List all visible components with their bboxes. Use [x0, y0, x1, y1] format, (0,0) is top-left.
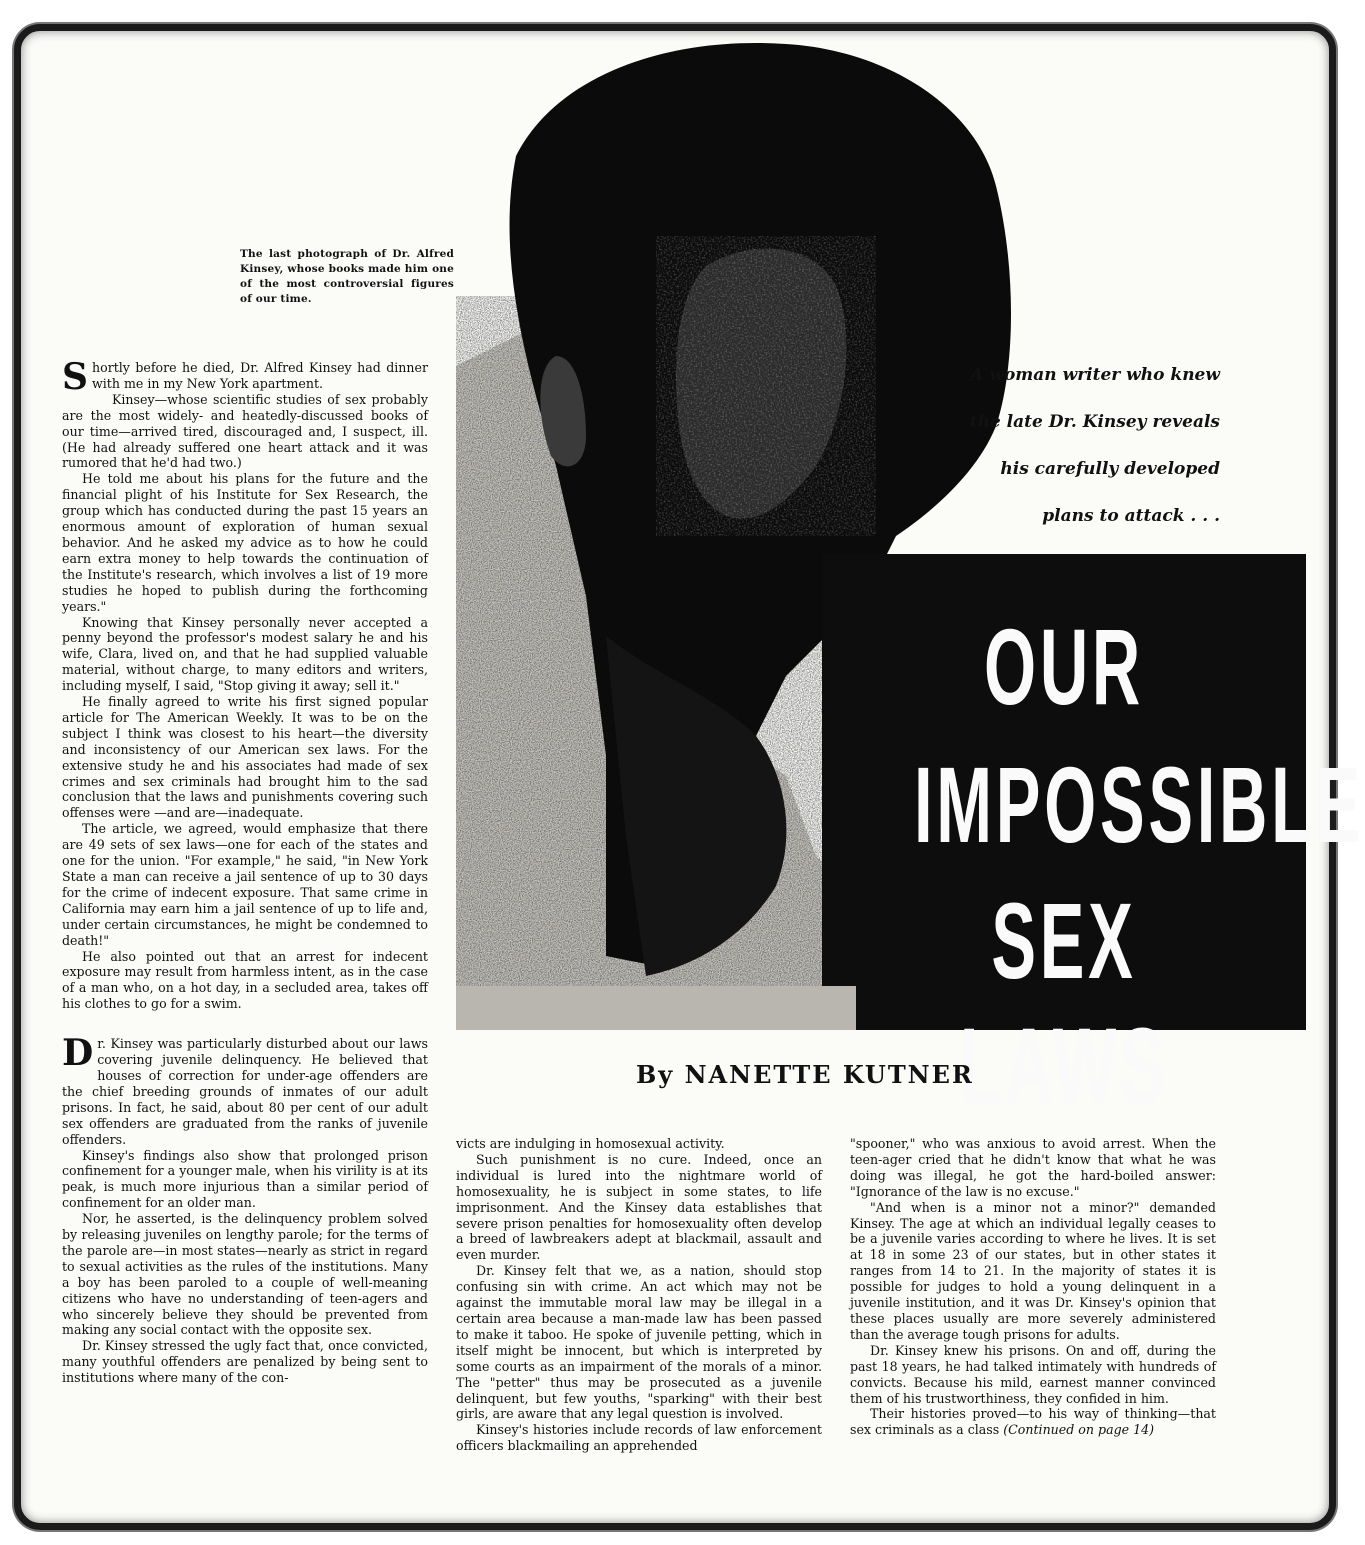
- article-paragraph: Kinsey's findings also show that prolonged prison confinement for a younger male, when his virility is at its peak, is much more injurious than a similar period of confinement for an older man.: [62, 1147, 428, 1211]
- article-paragraph: He also pointed out that an arrest for indecent exposure may result from harmless intent, as in the case of a man who, on a hot day, in a secluded area, takes off his clothes to go for a swim.: [62, 948, 428, 1012]
- deck-line: A woman writer who knew: [970, 365, 1220, 385]
- drop-cap: D: [62, 1032, 94, 1075]
- article-paragraph: "And when is a minor not a minor?" demanded Kinsey. The age at which an individual legally ceases to be a juvenile varies according to where he lives. It is set at 18 in some 23 of our states, but in other states it ranges from 14 to 21. In the majority of states it is possible for judges to hold a young delinquent in a juvenile institution, and it was Dr. Kinsey's opinion that these places usually are more severely administered than the average tough prisons for adults.: [850, 1199, 1216, 1342]
- headline-line-1: OUR: [984, 606, 1144, 727]
- deck-line: plans to attack . . .: [1042, 506, 1220, 526]
- article-paragraph: Kinsey's histories include records of law enforcement officers blackmailing an apprehended: [456, 1422, 822, 1454]
- article-column-2: [456, 1136, 822, 1454]
- article-paragraph: Their histories proved—to his way of thinking—that sex criminals as a class (Continued on page 14): [850, 1406, 1216, 1438]
- article-column-1: [62, 356, 428, 1386]
- photo-caption: The last photograph of Dr. Alfred Kinsey, whose books made him one of the most controversial figures of our time.: [240, 248, 454, 305]
- drop-cap: S: [62, 356, 88, 398]
- deck-line: the late Dr. Kinsey reveals: [969, 412, 1220, 432]
- article-column-3: [850, 1136, 1216, 1438]
- article-paragraph: Kinsey—whose scientific studies of sex probably are the most widely- and heatedly-discussed books of our time—arrived tired, discouraged and, I suspect, ill. (He had already suffered one heart attack and it was rumored that he'd had two.): [62, 391, 428, 471]
- continued-note: (Continued on page 14): [1003, 1422, 1155, 1438]
- article-paragraph: Nor, he asserted, is the delinquency problem solved by releasing juveniles on lengthy parole; for the terms of the parole are—in most states—nearly as strict in regard to sexual activities as the rules of the institutions. Many a boy has been paroled to a couple of well-meaning citizens who have no understanding of teen-agers and who sincerely believe they should be prevented from making any social contact with the opposite sex.: [62, 1211, 428, 1338]
- article-paragraph: Dr. Kinsey knew his prisons. On and off, during the past 18 years, he had talked intimately with hundreds of convicts. Because his mild, earnest manner convinced them of his trustworthiness, they confided in him.: [850, 1342, 1216, 1406]
- article-paragraph: Dr. Kinsey was particularly disturbed about our laws covering juvenile delinquency. He believed that houses of correction for under-age offenders are the chief breeding grounds of inmates of our adult prisons. In fact, he said, about 80 per cent of our adult sex offenders are graduated from the ranks of juvenile offenders.: [62, 1032, 428, 1147]
- headline-line-2: IMPOSSIBLE: [913, 744, 1365, 865]
- article-paragraph: Dr. Kinsey stressed the ugly fact that, once convicted, many youthful offenders are penalized by being sent to institutions where many of the con-: [62, 1338, 428, 1386]
- article-paragraph: The article, we agreed, would emphasize that there are 49 sets of sex laws—one for each of the states and one for the union. "For example," he said, "in New York State a man can receive a jail sentence of up to 30 days for the crime of indecent exposure. That same crime in California may earn him a jail sentence of up to life and, under certain circumstances, he might be condemned to death!": [62, 821, 428, 948]
- headline: [822, 560, 1365, 1126]
- headline-line-3: SEX LAWS: [959, 880, 1169, 1126]
- article-paragraph: Such punishment is no cure. Indeed, once an individual is lured into the nightmare world of homosexuality, he is subject in some states, to life imprisonment. And the Kinsey data establishes that severe prison penalties for homosexuality often develop a breed of lawbreakers adept at blackmail, assault and even murder.: [456, 1151, 822, 1263]
- article-paragraph: Shortly before he died, Dr. Alfred Kinsey had dinner with me in my New York apartment.: [62, 356, 428, 398]
- article-paragraph: He finally agreed to write his first signed popular article for The American Weekly. It was to be on the subject I think was closest to his heart—the diversity and inconsistency of our American sex laws. For the extensive study he and his associates had made of sex crimes and sex criminals had brought him to the sad conclusion that the laws and punishments covering such offenses were —and are—inadequate.: [62, 694, 428, 821]
- byline: By NANETTE KUTNER: [636, 1060, 974, 1089]
- article-paragraph: He told me about his plans for the future and the financial plight of his Institute for Sex Research, the group which has conducted during the past 15 years an enormous amount of exploration of human sexual behavior. And he asked my advice as to how he could earn extra money to help towards the continuation of the Institute's research, which involves a list of 19 more studies he hoped to publish during the forthcoming years.": [62, 471, 428, 614]
- deck-text: [930, 352, 1220, 540]
- article-paragraph: victs are indulging in homosexual activity.: [456, 1136, 725, 1151]
- article-paragraph: Dr. Kinsey felt that we, as a nation, should stop confusing sin with crime. An act which may not be against the immutable moral law may be illegal in a certain area because a man-made law has been passed to make it taboo. He spoke of juvenile petting, which in itself might be innocent, but which is interpreted by some courts as an impairment of the morals of a minor. The "petter" thus may be prosecuted as a juvenile delinquent, but few youths, "sparking" with their best girls, are aware that any legal question is involved.: [456, 1263, 822, 1422]
- deck-line: his carefully developed: [1000, 459, 1220, 479]
- article-paragraph: "spooner," who was anxious to avoid arrest. When the teen-ager cried that he didn't know that what he was doing was illegal, he got the hard-boiled answer: "Ignorance of the law is no excuse.": [850, 1136, 1216, 1199]
- article-paragraph: Knowing that Kinsey personally never accepted a penny beyond the professor's modest salary he and his wife, Clara, lived on, and that he had supplied valuable material, without charge, to many editors and writers, including myself, I said, "Stop giving it away; sell it.": [62, 614, 428, 694]
